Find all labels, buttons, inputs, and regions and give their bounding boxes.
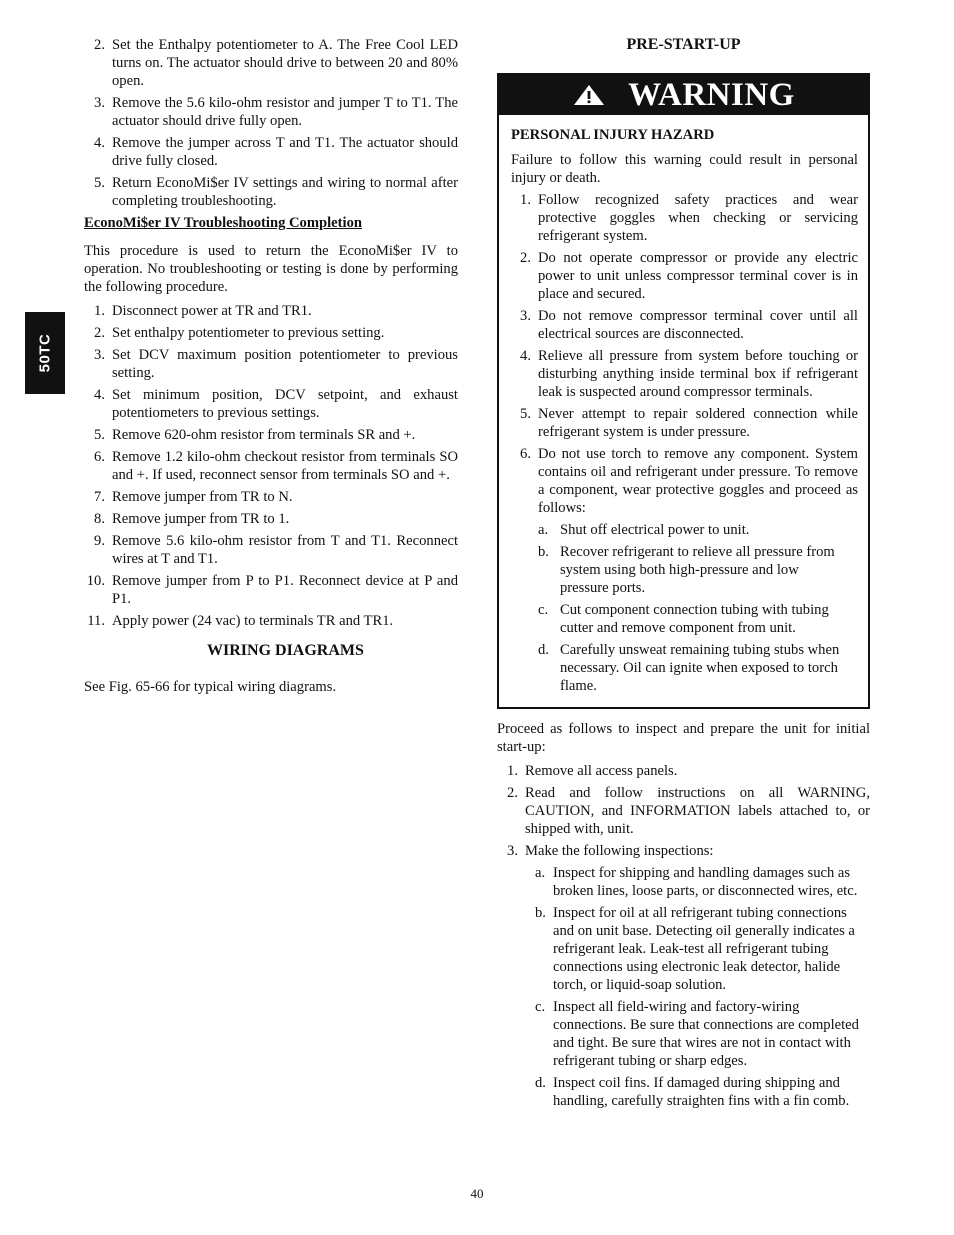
list-number: 7. — [94, 489, 105, 505]
inspection-item — [535, 998, 866, 1070]
list-item — [497, 762, 870, 780]
completion-intro: This procedure is used to return the EconoMi$er IV to operation. No troubleshooting or testing is done by performing the following procedure. — [84, 243, 458, 295]
inspection-item — [535, 904, 866, 994]
list-number: 3. — [94, 95, 105, 111]
list-text: Cut component connection tubing with tubing cutter and remove component from unit. — [560, 602, 829, 636]
warning-header — [499, 75, 868, 115]
list-number: 3. — [94, 347, 105, 363]
list-item — [84, 346, 458, 382]
list-text: Set minimum position, DCV setpoint, and exhaust potentiometers to previous settings. — [112, 387, 458, 421]
list-item — [84, 134, 458, 170]
list-text: Remove 5.6 kilo-ohm resistor from T and T1. Reconnect wires at T and T1. — [112, 533, 458, 567]
list-item — [84, 488, 458, 506]
list-text: Remove jumper from TR to 1. — [112, 511, 290, 527]
list-number: 5. — [520, 406, 531, 422]
list-number: 10. — [86, 573, 105, 589]
left-column — [84, 36, 458, 696]
list-text: Do not remove compressor terminal cover until all electrical sources are disconnected. — [538, 308, 858, 342]
list-item — [84, 510, 458, 528]
completion-steps — [84, 302, 458, 630]
warning-sub-item — [538, 641, 850, 695]
list-item — [84, 324, 458, 342]
list-text: Return EconoMi$er IV settings and wiring to normal after completing troubleshooting. — [112, 175, 458, 209]
list-text: Do not use torch to remove any component. System contains oil and refrigerant under pressure. To remove a component, wear protective goggles and proceed as follows: — [538, 446, 858, 516]
list-item — [84, 532, 458, 568]
proceed-text: Proceed as follows to inspect and prepare the unit for initial start-up: — [497, 721, 870, 755]
list-item — [84, 572, 458, 608]
warning-sub-item — [538, 521, 850, 539]
list-number: 2. — [520, 250, 531, 266]
list-item — [84, 174, 458, 210]
list-item — [84, 36, 458, 90]
list-text: Relieve all pressure from system before touching or disturbing anything inside terminal box if refrigerant leak is suspected around compressor terminals. — [538, 348, 858, 400]
list-text: Remove 620-ohm resistor from terminals SR and +. — [112, 427, 416, 443]
warning-item — [511, 405, 858, 441]
list-number: 1. — [520, 192, 531, 208]
list-number: 1. — [507, 763, 518, 779]
startup-steps — [497, 762, 870, 860]
warning-sub-item — [538, 601, 850, 637]
page-number: 40 — [470, 1186, 484, 1201]
list-text: Carefully unsweat remaining tubing stubs when necessary. Oil can ignite when exposed to torch flame. — [560, 642, 840, 694]
list-number: 8. — [94, 511, 105, 527]
list-text: Inspect all field-wiring and factory-wiring connections. Be sure that connections are completed and tight. Be sure that wires are not in contact with refrigerant tubing or sharp edges. — [553, 999, 859, 1069]
list-letter: d. — [538, 642, 549, 658]
list-letter: b. — [535, 905, 546, 921]
warning-sub-list — [511, 521, 858, 695]
list-text: Remove the jumper across T and T1. The actuator should drive fully closed. — [112, 135, 458, 169]
inspection-item — [535, 1074, 866, 1110]
list-number: 2. — [94, 325, 105, 341]
list-text: Remove jumper from P to P1. Reconnect device at P and P1. — [112, 573, 458, 607]
warning-item — [511, 191, 858, 245]
list-text: Make the following inspections: — [525, 843, 714, 859]
list-number: 3. — [507, 843, 518, 859]
list-number: 3. — [520, 308, 531, 324]
inspection-item — [535, 864, 866, 900]
list-number: 5. — [94, 427, 105, 443]
completion-heading: EconoMi$er IV Troubleshooting Completion — [84, 215, 362, 231]
econ-check-list — [84, 36, 458, 210]
list-text: Remove all access panels. — [525, 763, 678, 779]
list-item — [84, 448, 458, 484]
list-item — [84, 302, 458, 320]
list-item — [497, 784, 870, 838]
list-item — [84, 426, 458, 444]
list-number: 6. — [520, 446, 531, 462]
list-text: Follow recognized safety practices and wear protective goggles when checking or servicing refrigerant system. — [538, 192, 858, 244]
list-number: 2. — [94, 37, 105, 53]
list-number: 4. — [520, 348, 531, 364]
list-number: 4. — [94, 135, 105, 151]
warning-sub-item — [538, 543, 850, 597]
list-letter: b. — [538, 544, 549, 560]
list-number: 5. — [94, 175, 105, 191]
warning-item — [511, 347, 858, 401]
list-number: 6. — [94, 449, 105, 465]
list-text: Set DCV maximum position potentiometer to previous setting. — [112, 347, 458, 381]
list-item — [84, 94, 458, 130]
warning-intro: Failure to follow this warning could result in personal injury or death. — [511, 152, 858, 186]
warning-item — [511, 307, 858, 343]
list-text: Set the Enthalpy potentiometer to A. The Free Cool LED turns on. The actuator should drive to between 20 and 80% open. — [112, 37, 458, 89]
list-number: 2. — [507, 785, 518, 801]
list-item — [84, 386, 458, 422]
list-text: Inspect for shipping and handling damages such as broken lines, loose parts, or disconnected wires, etc. — [553, 865, 858, 899]
list-text: Remove 1.2 kilo-ohm checkout resistor from terminals SO and +. If used, reconnect sensor from terminals SO and +. — [112, 449, 458, 483]
warning-title: WARNING — [628, 77, 795, 113]
list-letter: a. — [535, 865, 546, 881]
warning-box — [497, 73, 870, 709]
list-letter: c. — [538, 602, 549, 618]
list-number: 9. — [94, 533, 105, 549]
list-item — [497, 842, 870, 860]
list-text: Apply power (24 vac) to terminals TR and TR1. — [112, 613, 394, 629]
wiring-text: See Fig. 65-66 for typical wiring diagrams. — [84, 679, 337, 695]
list-number: 4. — [94, 387, 105, 403]
hazard-heading: PERSONAL INJURY HAZARD — [511, 127, 715, 143]
list-text: Read and follow instructions on all WARNING, CAUTION, and INFORMATION labels attached to, or shipped with, unit. — [525, 785, 870, 837]
list-letter: a. — [538, 522, 549, 538]
list-text: Inspect coil fins. If damaged during shipping and handling, carefully straighten fins with a fin comb. — [553, 1075, 850, 1109]
list-number: 11. — [87, 613, 105, 629]
list-text: Set enthalpy potentiometer to previous setting. — [112, 325, 385, 341]
right-column — [497, 36, 870, 1110]
warning-triangle-icon — [572, 84, 606, 106]
list-letter: c. — [535, 999, 546, 1015]
list-letter: d. — [535, 1075, 546, 1091]
warning-item — [511, 249, 858, 303]
warning-item — [511, 445, 858, 517]
section-heading: PRE-START-UP — [626, 36, 741, 53]
list-text: Do not operate compressor or provide any electric power to unit unless compressor terminal cover is in place and secured. — [538, 250, 858, 302]
list-number: 1. — [94, 303, 105, 319]
side-tab-label: 50TC — [36, 333, 53, 373]
list-text: Recover refrigerant to relieve all pressure from system using both high-pressure and low pressure ports. — [560, 544, 835, 596]
wiring-heading: WIRING DIAGRAMS — [207, 642, 364, 659]
list-text: Never attempt to repair soldered connection while refrigerant system is under pressure. — [538, 406, 858, 440]
list-item — [84, 612, 458, 630]
warning-body — [499, 115, 868, 707]
list-text: Shut off electrical power to unit. — [560, 522, 750, 538]
inspection-list — [497, 864, 870, 1110]
list-text: Disconnect power at TR and TR1. — [112, 303, 312, 319]
list-text: Inspect for oil at all refrigerant tubing connections and on unit base. Detecting oil generally indicates a refrigerant leak. Leak-test all refrigerant tubing connections using electronic leak detector, halide torch, or liquid-soap solution. — [553, 905, 855, 993]
list-text: Remove the 5.6 kilo-ohm resistor and jumper T to T1. The actuator should drive fully open. — [112, 95, 458, 129]
list-text: Remove jumper from TR to N. — [112, 489, 293, 505]
side-tab — [25, 312, 65, 394]
